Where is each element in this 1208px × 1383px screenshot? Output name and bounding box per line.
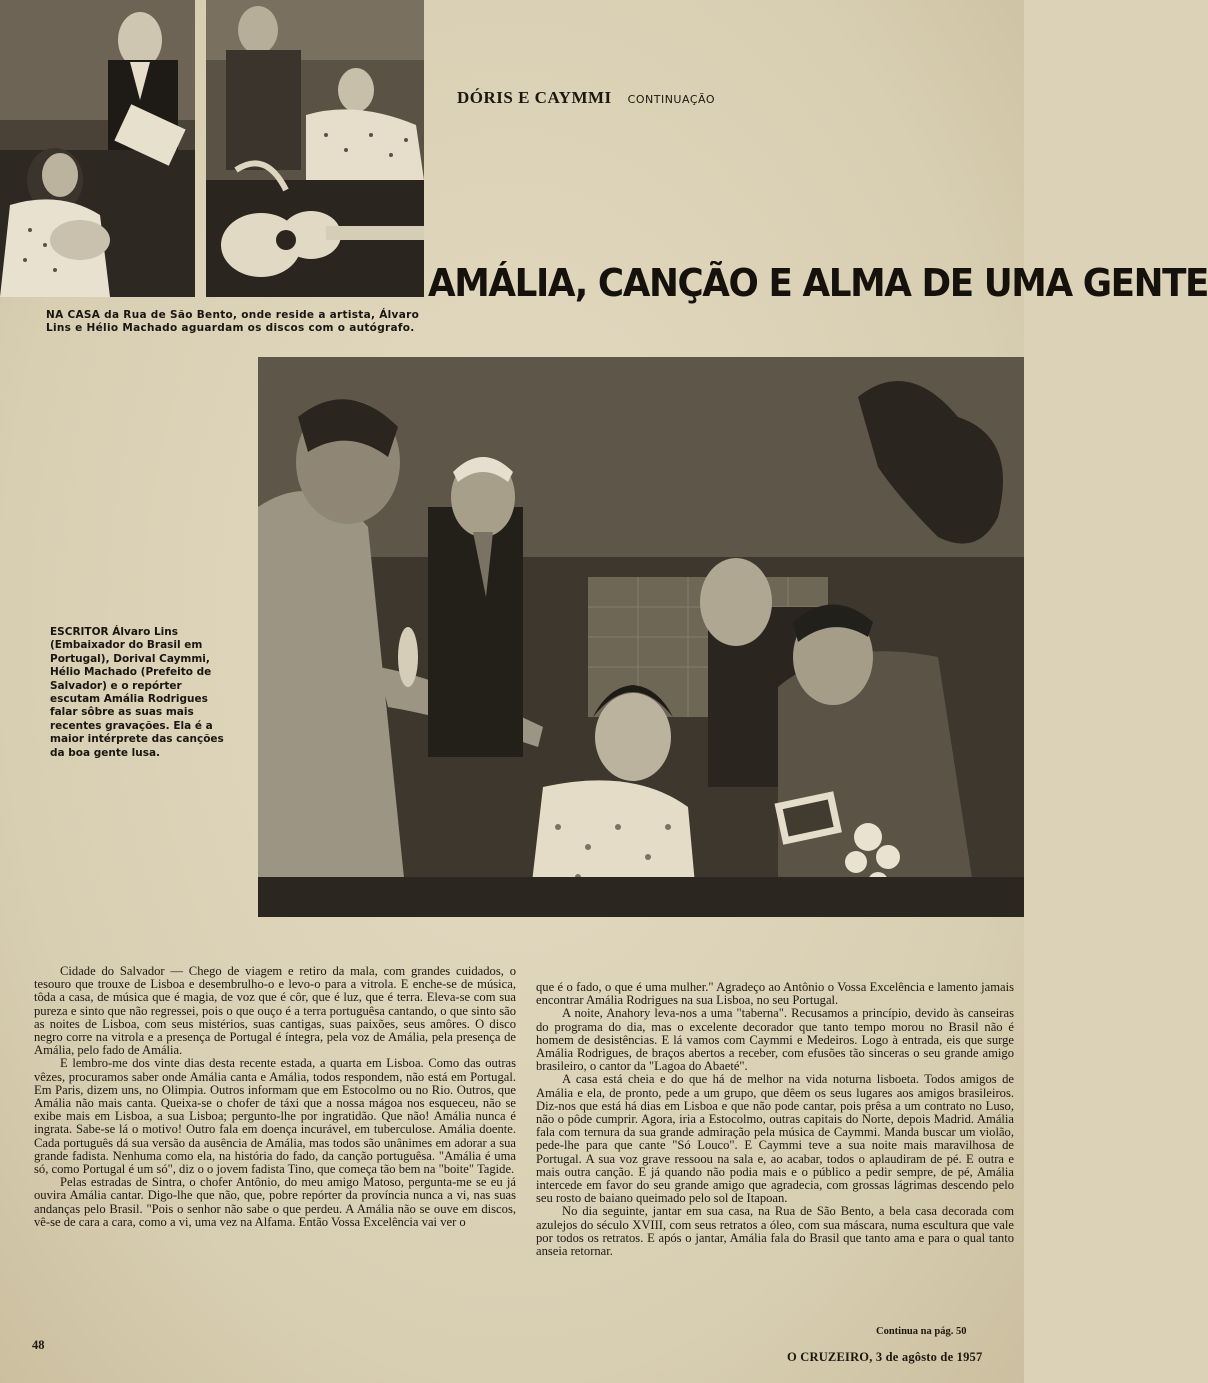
kicker-title: DÓRIS E CAYMMI <box>457 88 612 107</box>
section-kicker <box>457 88 715 108</box>
photo-top-right-image <box>206 0 424 297</box>
photo-top-right <box>206 0 424 297</box>
article-paragraph: E lembro-me dos vinte dias desta recente estada, a quarta em Lisboa. Como das outras vêzes, procuramos saber onde Amália canta e Amália, todos respondem, não está em Portugal. Em Paris, dizem uns, no Olimpia. Outros informam que em Estocolmo ou no Rio. Outros, que Amália não mais canta. Queixa-se o chofer de táxi que a nossa mágoa nos esqueceu, não se exibe mais em Lisboa, a sua Lisboa; pergunto-lhe por ingratidão. Que não! Amália nunca é ingrata. Sabe-se lá o motivo! Outro fala em doença incurável, em tuberculose. Amália doente. Cada português dá sua versão da ausência de Amália, mas todos são unânimes em adorar a sua grande fadista. Nenhuma como ela, na história do fado, da canção portuguêsa. "Amália é uma só, como Portugal é um só", diz o o jovem fadista Tino, que começa tão bem na "boite" Tagide. <box>34 1056 516 1177</box>
continue-note: Continua na pág. 50 <box>876 1326 967 1337</box>
photo-main-image <box>258 357 1024 917</box>
article-column-2 <box>536 981 1014 1258</box>
article-headline: AMÁLIA, CANÇÃO E ALMA DE UMA GENTE <box>428 261 1208 305</box>
article-paragraph: Cidade do Salvador — Chego de viagem e retiro da mala, com grandes cuidados, o tesouro que trouxe de Lisboa e desembrulho-o e levo-o para a vitrola. E enche-se de música, tôda a casa, de música que é magia, de voz que é côr, que é luz, que é terra. Eleva-se com sua pureza e sinto que não regressei, pois o que ouço é a terra portuguêsa cantando, o que sinto são as noites de Lisboa, com seus mistérios, suas cantigas, suas paixões, seus amôres. O disco negro corre na vitrola e a presença de Portugal é íntegra, pela voz de Amália, pela presença de Amália, pelo fado de Amália. <box>34 964 516 1058</box>
photo-caption-main: ESCRITOR Álvaro Lins (Embaixador do Brasil em Portugal), Dorival Caymmi, Hélio Machado (Prefeito de Salvador) e o repórter escutam Amália Rodrigues falar sôbre as suas mais recentes gravações. Ela é a maior intérprete das canções da boa gente lusa. <box>50 626 224 759</box>
photo-caption-top: NA CASA da Rua de São Bento, onde reside a artista, Álvaro Lins e Hélio Machado aguardam os discos com o autógrafo. <box>46 309 420 334</box>
photo-top-left <box>0 0 195 297</box>
photo-main <box>258 357 1024 917</box>
article-column-1 <box>34 965 516 1229</box>
page-number: 48 <box>32 1338 45 1352</box>
kicker-continuation: CONTINUAÇÃO <box>627 93 715 106</box>
article-paragraph: Pelas estradas de Sintra, o chofer Antônio, do meu amigo Matoso, pergunta-me se eu já ouvira Amália cantar. Digo-lhe que não, que, pobre repórter da província nunca a vi, nas suas andanças pelo Brasil. "Pois o senhor não sabe o que perdeu. A Amália não se ouve em discos, vê-se de cara a cara, como a vi, uma vez na Alfama. Então Vossa Excelência vai ver o <box>34 1175 516 1229</box>
article-paragraph: que é o fado, o que é uma mulher." Agradeço ao Antônio o Vossa Excelência e lamento jamais encontrar Amália Rodrigues na sua Lisboa, no seu Portugal. <box>536 980 1014 1008</box>
article-paragraph: A noite, Anahory leva-nos a uma "taberna". Recusamos a princípio, devido às canseiras do programa do dia, mas o excelente decorador que tanto tempo morou no Brasil não é homem de desistências. E lá vamos com Caymmi e Medeiros. Logo à entrada, eis que surge Amália Rodrigues, de braços abertos a receber, com efusões tão sinceras o seu grande amigo brasileiro, o cantor da "Lagoa do Abaeté". <box>536 1006 1014 1074</box>
article-paragraph: A casa está cheia e do que há de melhor na vida noturna lisboeta. Todos amigos de Amália e ela, de pronto, pede a um grupo, que dêem os seus lugares aos amigos brasileiros. Diz-nos que está há dias em Lisboa e que não pode cantar, pois prêsa a um contrato no Luso, não o pôde cumprir. Agora, iria a Estocolmo, outras capitais do Norte, depois Madrid. Amália fala com ternura da sua grande admiração pela música de Caymmi. Manda buscar um violão, pede-lhe para que cante "Só Louco". E Caymmi teve a sua noite mais maravilhosa de Portugal. A sua voz grave ressoou na sala e, ao acabar, todos o aplaudiram de pé. E outra e mais outra canção. E já quando não podia mais e o público a pedir sempre, de pé, Amália intercede em favor do seu grande amigo que agradecia, com grossas lágrimas descendo pelo seu rosto de baiano queimado pelo sol de Itapoan. <box>536 1072 1014 1206</box>
magazine-footer: O CRUZEIRO, 3 de agôsto de 1957 <box>787 1350 983 1364</box>
article-paragraph: No dia seguinte, jantar em sua casa, na Rua de São Bento, a bela casa decorada com azulejos do século XVIII, com seus retratos a óleo, com sua máscara, numa escultura que vale por todos os retratos. E após o jantar, Amália fala do Brasil que tanto ama e para o qual tanto anseia retornar. <box>536 1204 1014 1259</box>
photo-top-left-image <box>0 0 195 297</box>
